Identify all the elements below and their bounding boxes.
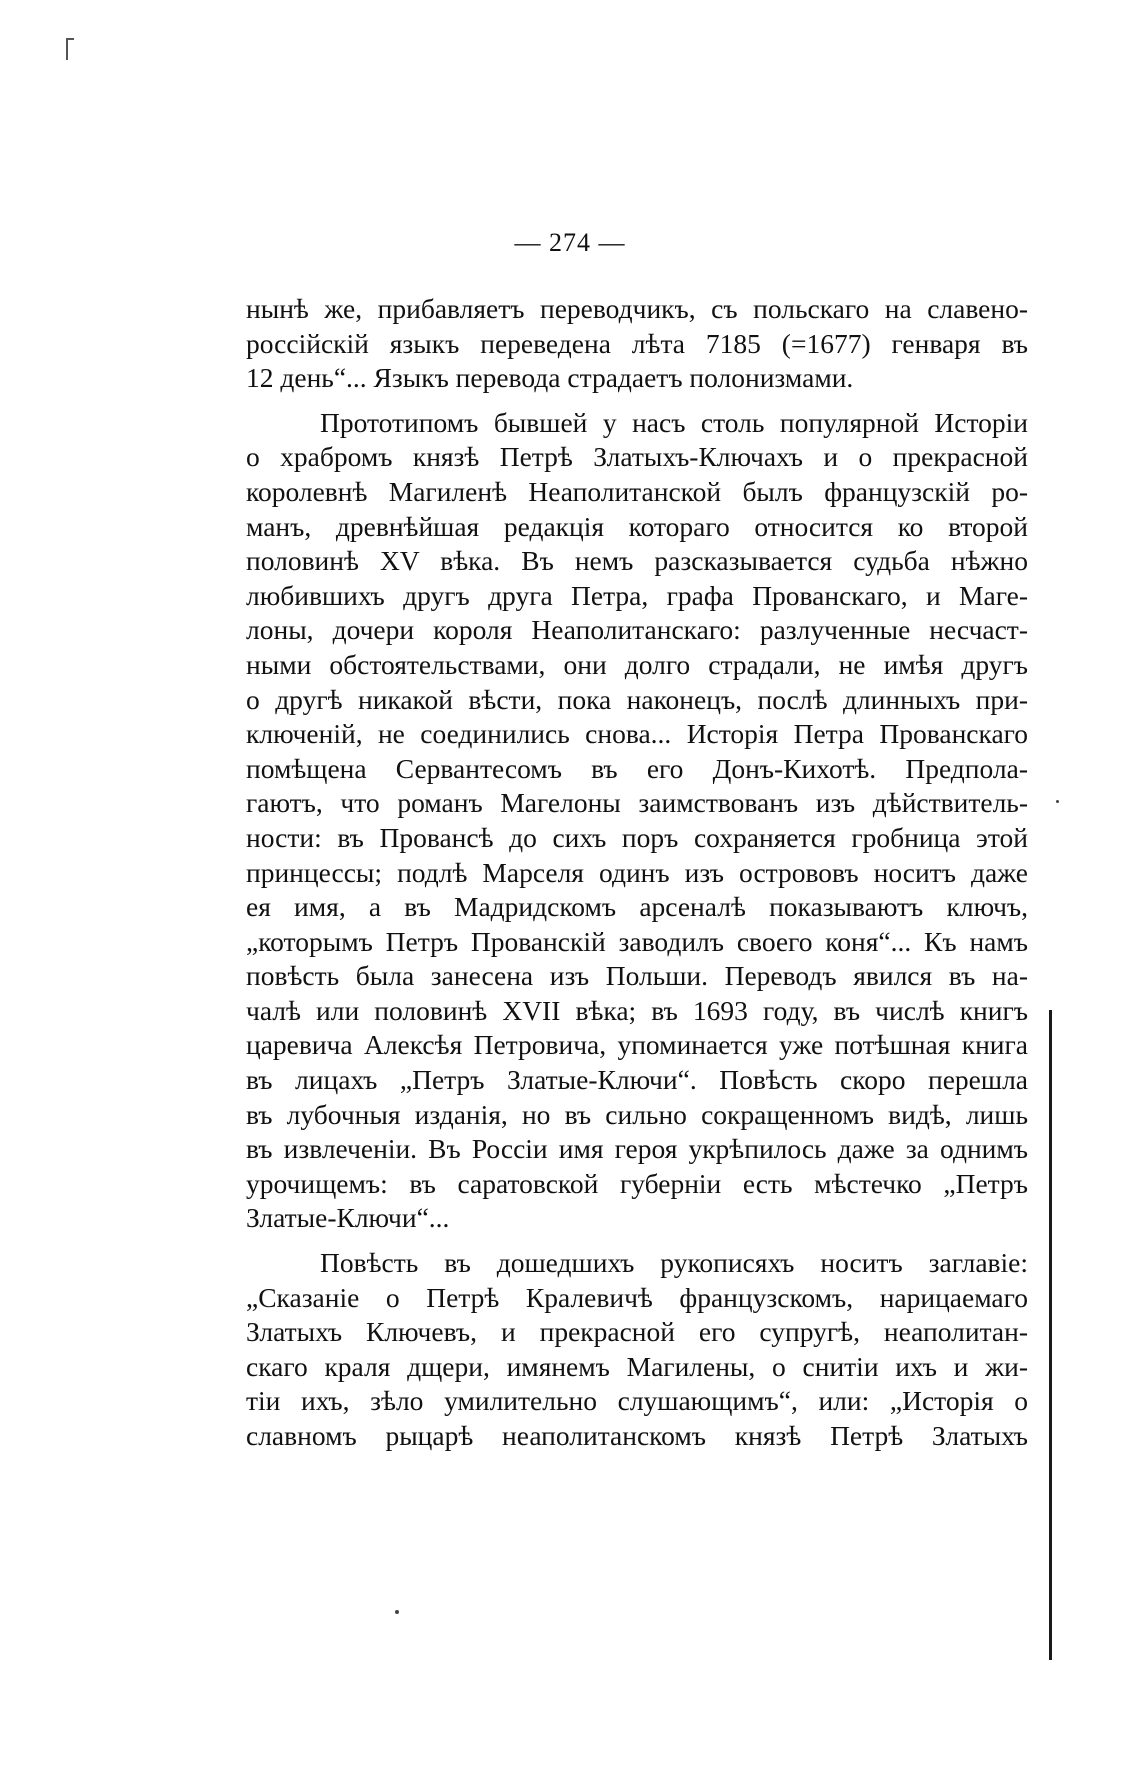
text-line: ности: въ Провансѣ до сихъ поръ сохраняется гробница этой [246, 821, 1028, 853]
scan-margin-rule [1049, 1010, 1052, 1660]
scan-corner-mark-tick [66, 38, 74, 40]
paragraph-gap [246, 1236, 1028, 1246]
text-line: 12 день“... Языкъ перевода страдаетъ полонизмами. [246, 362, 854, 394]
text-line: въ извлеченіи. Въ Россіи имя героя укрѣпилось даже за однимъ [246, 1133, 1028, 1165]
text-line: славномъ рыцарѣ неаполитанскомъ князѣ Петрѣ Златыхъ [246, 1420, 1028, 1451]
text-line: чалѣ или половинѣ XVII вѣка; въ 1693 году, въ числѣ книгъ [246, 994, 1028, 1026]
page-body [246, 292, 1028, 1454]
text-line: лоны, дочери короля Неаполитанскаго: разлученные несчаст- [246, 614, 1028, 646]
scan-speck [395, 1610, 399, 1614]
text-line: Повѣсть въ дошедшихъ рукописяхъ носитъ заглавіе: [320, 1247, 1028, 1279]
text-line: повѣсть была занесена изъ Польши. Переводъ явился въ на- [246, 960, 1028, 992]
text-line: любившихъ другъ друга Петра, графа Прованскаго, и Маге- [246, 579, 1028, 611]
text-line: королевнѣ Магиленѣ Неаполитанской былъ французскій ро- [246, 475, 1028, 507]
text-line: принцессы; подлѣ Марселя одинъ изъ острововъ носитъ даже [246, 856, 1028, 888]
text-line: помѣщена Сервантесомъ въ его Донъ-Кихотѣ. Предпола- [246, 752, 1028, 784]
scan-corner-mark [66, 38, 68, 60]
text-line: нынѣ же, прибавляетъ переводчикъ, съ польскаго на славено- [246, 293, 1028, 324]
text-line: Златые-Ключи“... [246, 1202, 450, 1234]
text-line: въ лицахъ „Петръ Златые-Ключи“. Повѣсть скоро перешла [246, 1064, 1028, 1096]
paragraph-gap [246, 396, 1028, 406]
text-line: „которымъ Петръ Прованскій заводилъ своего коня“... Къ намъ [246, 925, 1028, 957]
page-number: — 274 — [514, 228, 626, 257]
text-line: Златыхъ Ключевъ, и прекрасной его супругѣ, неаполитан- [246, 1316, 1028, 1348]
text-line: царевича Алексѣя Петровича, упоминается уже потѣшная книга [246, 1029, 1028, 1061]
scan-speck [1056, 800, 1059, 803]
text-line: о храбромъ князѣ Петрѣ Златыхъ-Ключахъ и о прекрасной [246, 441, 1028, 473]
text-line: тіи ихъ, зѣло умилительно слушающимъ“, или: „Исторія о [246, 1385, 1028, 1417]
text-line: россійскій языкъ переведена лѣта 7185 (=1677) генваря въ [246, 327, 1028, 359]
text-line: манъ, древнѣйшая редакція котораго относится ко второй [246, 510, 1028, 542]
text-line: Прототипомъ бывшей у насъ столь популярной Исторіи [320, 406, 1028, 438]
text-line: скаго краля дщери, имянемъ Магилены, о снитіи ихъ и жи- [246, 1350, 1028, 1382]
text-line: ными обстоятельствами, они долго страдали, не имѣя другъ [246, 648, 1028, 680]
text-line: половинѣ XV вѣка. Въ немъ разсказывается судьба нѣжно [246, 545, 1028, 577]
text-line: „Сказаніе о Петрѣ Кралевичѣ французскомъ, нарицаемаго [246, 1281, 1028, 1313]
text-line: о другѣ никакой вѣсти, пока наконецъ, послѣ длинныхъ при- [246, 683, 1028, 715]
text-line: урочищемъ: въ саратовской губерніи есть мѣстечко „Петръ [246, 1167, 1028, 1199]
text-line: гаютъ, что романъ Магелоны заимствованъ изъ дѣйствитель- [246, 787, 1028, 819]
text-line: ея имя, а въ Мадридскомъ арсеналѣ показываютъ ключъ, [246, 891, 1028, 923]
text-line: ключеній, не соединились снова... Исторія Петра Прованскаго [246, 718, 1028, 750]
text-line: въ лубочныя изданія, но въ сильно сокращенномъ видѣ, лишь [246, 1098, 1028, 1130]
